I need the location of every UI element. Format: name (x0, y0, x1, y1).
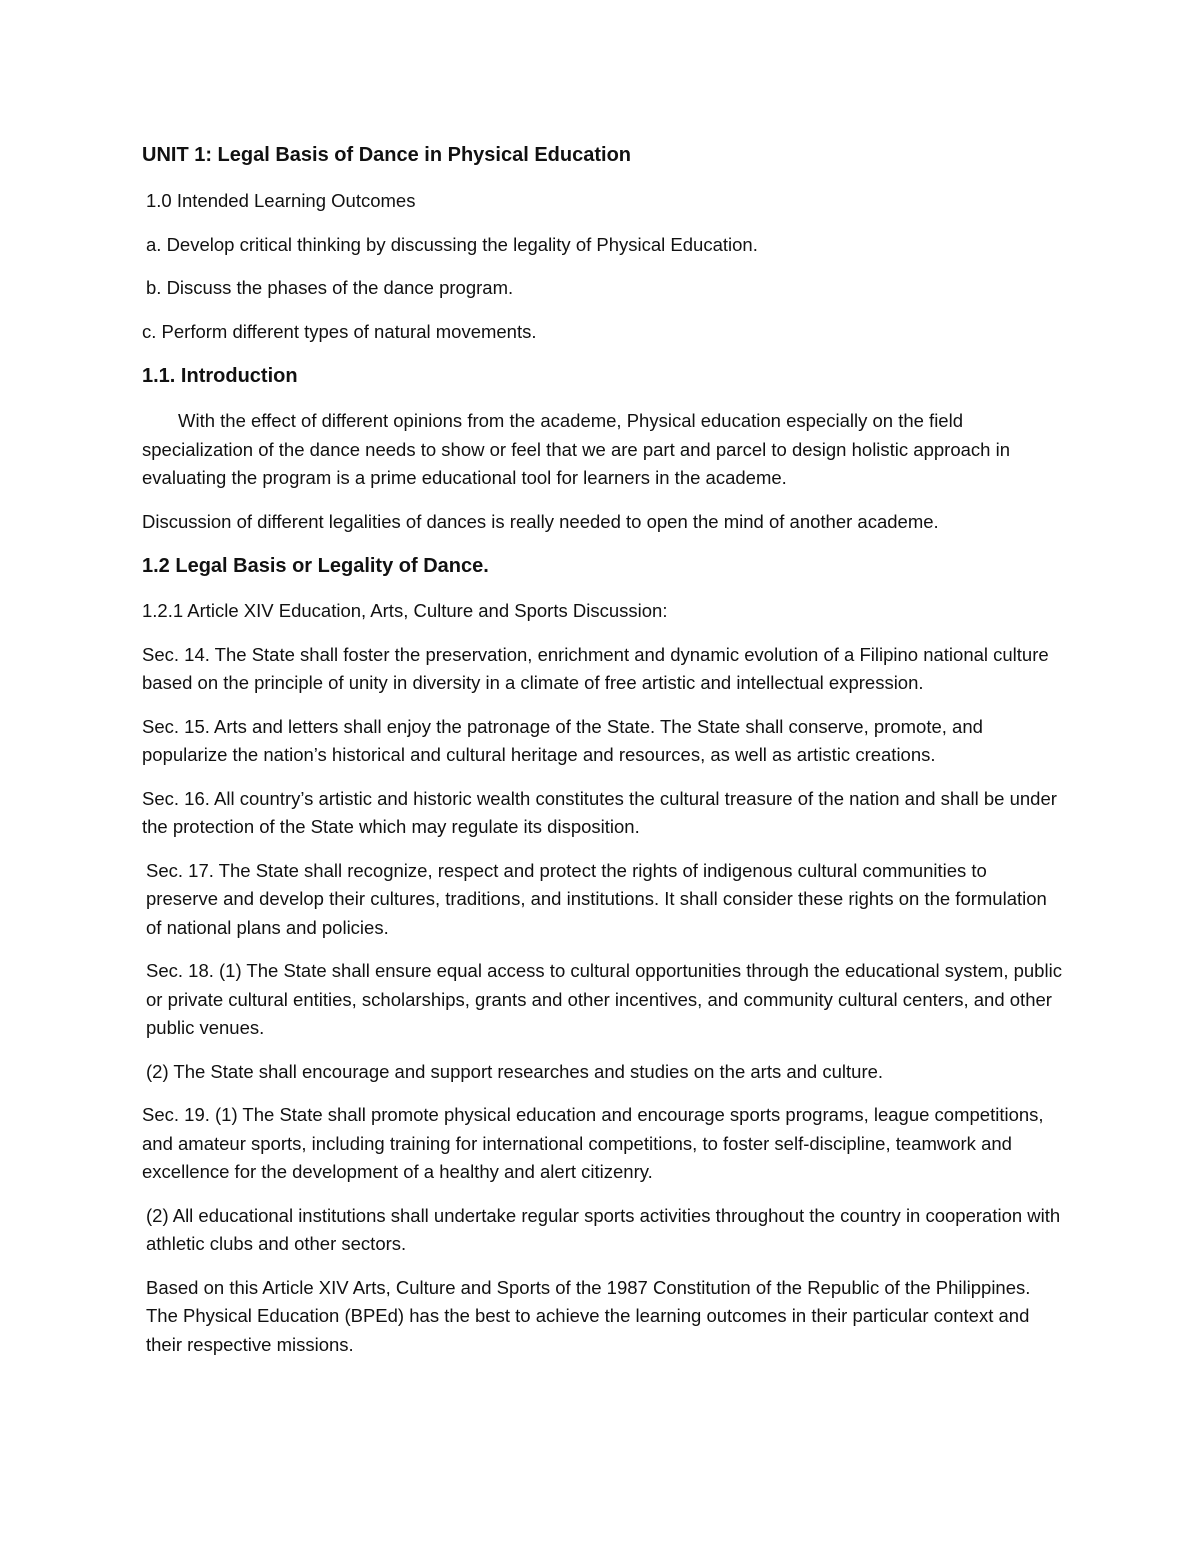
legal-basis-heading: 1.2 Legal Basis or Legality of Dance. (142, 555, 489, 577)
section-paragraph: (2) All educational institutions shall undertake regular sports activities throughout the country in cooperation with athletic clubs and other sectors. (146, 1204, 1061, 1254)
unit-title: UNIT 1: Legal Basis of Dance in Physical Education (142, 144, 632, 166)
section-paragraph: Sec. 15. Arts and letters shall enjoy the patronage of the State. The State shall conserve, promote, and popularize the nation’s historical and cultural heritage and resources, as well as artistic creations. (142, 715, 983, 765)
intro-paragraph: With the effect of different opinions from the academe, Physical education especially on the field specialization of the dance needs to show or feel that we are part and parcel to design holistic approach in evaluating the program is a prime educational tool for learners in the academe. (142, 410, 1010, 488)
outcomes-heading: 1.0 Intended Learning Outcomes (146, 190, 416, 211)
section-paragraph: Sec. 19. (1) The State shall promote physical education and encourage sports programs, league competitions, and amateur sports, including training for international competitions, to foster self-discipline, teamwork and excellence for the development of a healthy and alert citizenry. (142, 1104, 1044, 1182)
outcome-item: b. Discuss the phases of the dance program. (146, 277, 514, 298)
outcome-item: a. Develop critical thinking by discussing the legality of Physical Education. (146, 233, 758, 255)
intro-paragraph: Discussion of different legalities of dances is really needed to open the mind of another academe. (142, 510, 939, 532)
section-paragraph: Sec. 14. The State shall foster the preservation, enrichment and dynamic evolution of a Filipino national culture based on the principle of unity in diversity in a climate of free artistic and intellectual expression. (142, 643, 1049, 693)
document-body (142, 140, 1062, 1374)
outcome-item: c. Perform different types of natural movements. (142, 320, 537, 342)
introduction-heading: 1.1. Introduction (142, 365, 298, 387)
closing-paragraph: Based on this Article XIV Arts, Culture and Sports of the 1987 Constitution of the Republic of the Philippines. The Physical Education (BPEd) has the best to achieve the learning outcomes in their particular context and their respective missions. (146, 1276, 1031, 1355)
section-paragraph: Sec. 16. All country’s artistic and historic wealth constitutes the cultural treasure of the nation and shall be under the protection of the State which may regulate its disposition. (142, 787, 1057, 837)
section-paragraph: Sec. 18. (1) The State shall ensure equal access to cultural opportunities through the educational system, public or private cultural entities, scholarships, grants and other incentives, and community cultural centers, and other public venues. (146, 960, 1062, 1038)
article-line: 1.2.1 Article XIV Education, Arts, Culture and Sports Discussion: (142, 600, 668, 621)
section-paragraph: Sec. 17. The State shall recognize, respect and protect the rights of indigenous cultural communities to preserve and develop their cultures, traditions, and institutions. It shall consider these rights on the formulation of national plans and policies. (146, 859, 1047, 938)
section-paragraph: (2) The State shall encourage and support researches and studies on the arts and culture. (146, 1060, 884, 1082)
